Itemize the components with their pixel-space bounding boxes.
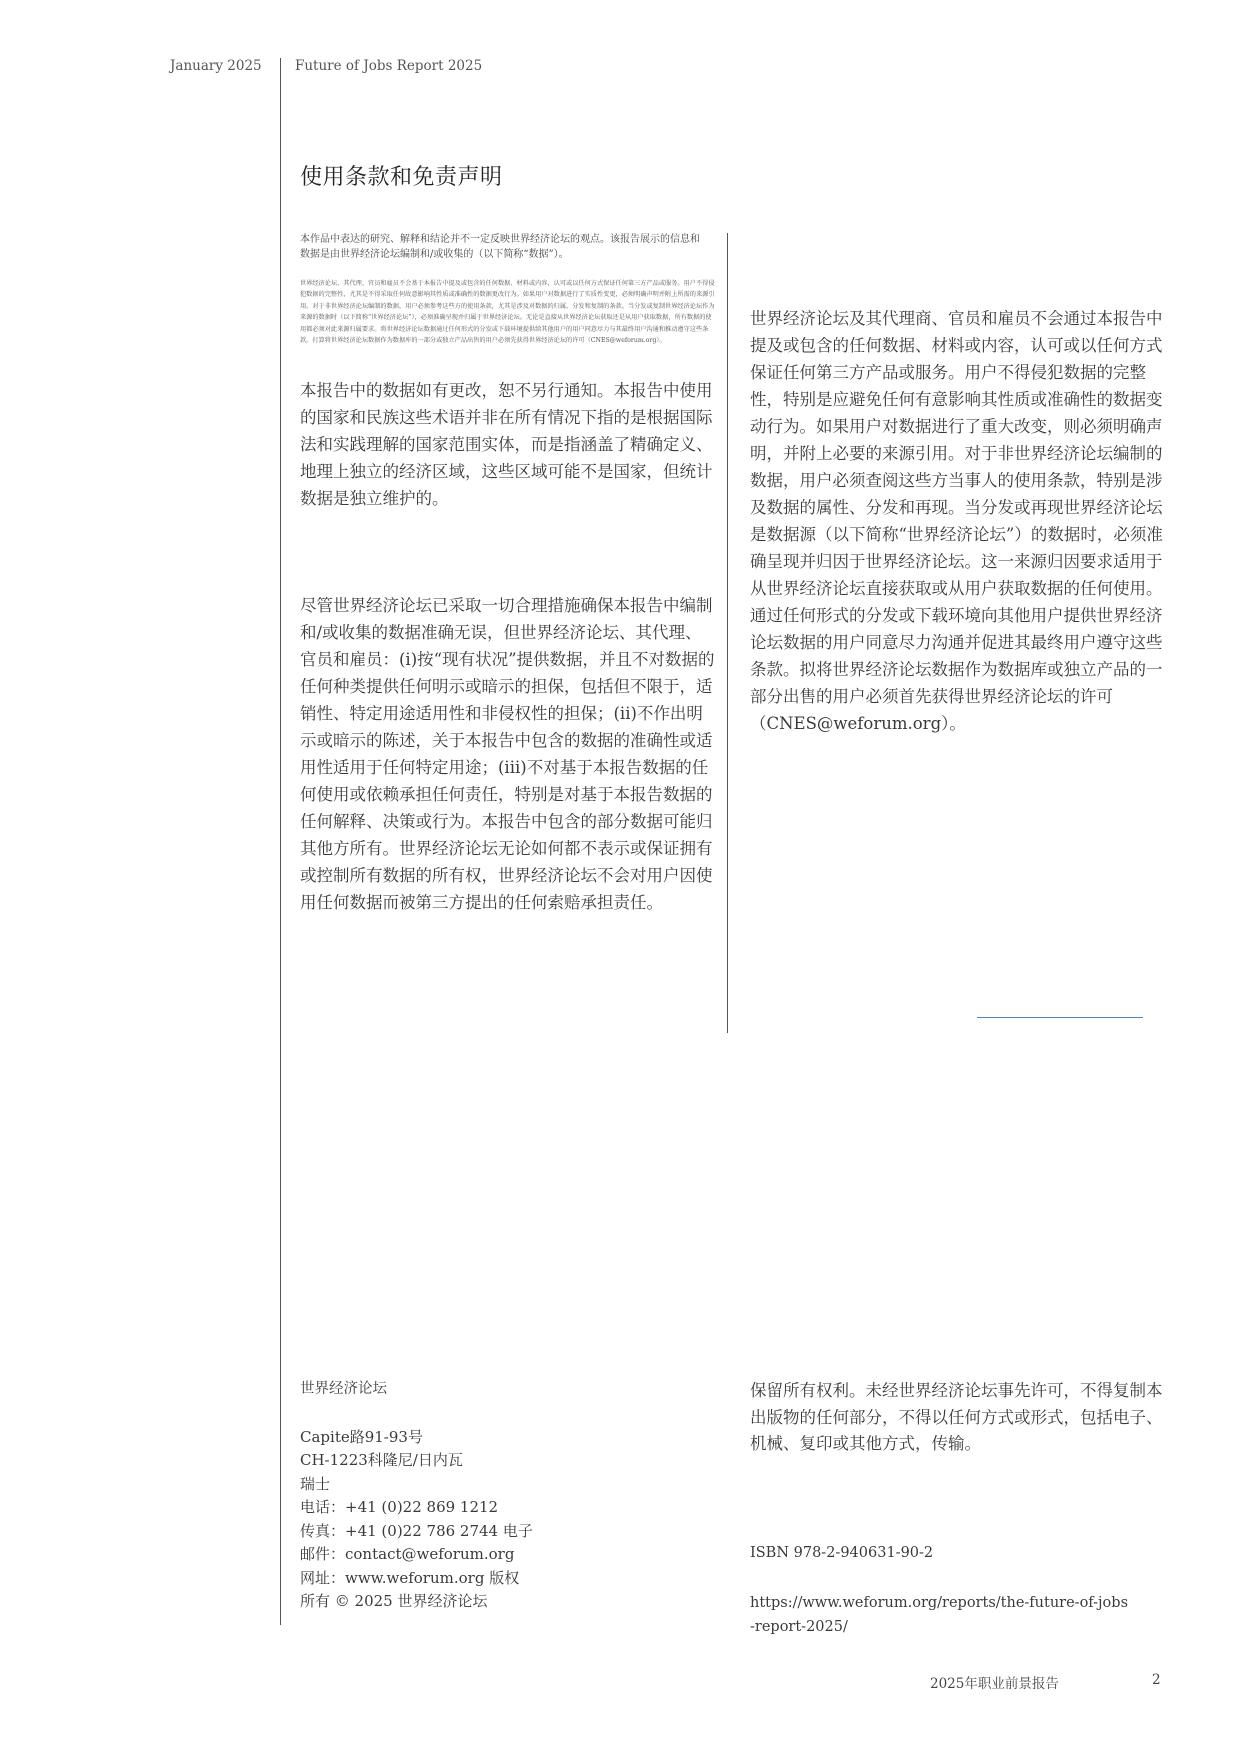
phone-line: 电话：+41 (0)22 869 1212 — [300, 1498, 499, 1516]
data-change-paragraph: 本报告中的数据如有更改，恕不另行通知。本报告中使用的国家和民族这些术语并非在所有情况下指的是根据国际法和实践理解的国家范围实体，而是指涵盖了精确定义、地理上独立的经济区域，这些区域可能不是国家，但统计数据是独立维护的。 — [300, 381, 713, 508]
left-vertical-rule — [280, 58, 281, 1625]
report-url-part2: -report-2025/ — [750, 1618, 848, 1635]
header-date: January 2025 — [170, 58, 262, 74]
terms-of-use-paragraph: 世界经济论坛及其代理商、官员和雇员不会通过本报告中提及或包含的任何数据、材料或内容，认可或以任何方式保证任何第三方产品或服务。用户不得侵犯数据的完整性，特别是应避免任何有意影响其性质或准确性的数据变动行为。如果用户对数据进行了重大改变，则必须明确声明，并附上必要的来源引用。对于非世界经济论坛编制的数据，用户必须查阅这些方当事人的使用条款，特别是涉及数据的属性、分发和再现。当分发或再现世界经济论坛是数据源（以下简称“世界经济论坛”）的数据时，必须准确呈现并归因于世界经济论坛。这一来源归因要求适用于从世界经济论坛直接获取或从用户获取数据的任何使用。通过任何形式的分发或下载环境向其他用户提供世界经济论坛数据的用户同意尽力沟通并促进其最终用户遵守这些条款。拟将世界经济论坛数据作为数据库或独立产品的一部分出售的用户必须首先获得世界经济论坛的许可（CNES@weforum.org）。 — [750, 309, 1163, 733]
page-title: 使用条款和免责声明 — [300, 165, 503, 190]
rights-statement: 保留所有权利。未经世界经济论坛事先许可，不得复制本出版物的任何部分，不得以任何方式或形式，包括电子、机械、复印或其他方式，传输。 — [750, 1381, 1163, 1453]
page-number: 2 — [1152, 1672, 1161, 1688]
isbn: ISBN 978-2-940631-90-2 — [750, 1545, 934, 1561]
report-url-part1: https://www.weforum.org/reports/the-future-of-jobs — [750, 1595, 1129, 1611]
column-divider-rule — [727, 233, 728, 1033]
website-line: 网址：www.weforum.org 版权 — [300, 1568, 520, 1587]
address-line: Capite路91-93号 — [300, 1427, 423, 1446]
address-line: CH-1223科隆尼/日内瓦 — [300, 1451, 463, 1469]
address-block — [300, 1378, 533, 1614]
footer-report-title: 2025年职业前景报告 — [930, 1676, 1059, 1692]
accent-rule — [977, 1017, 1143, 1018]
fine-print-paragraph: 世界经济论坛、其代理、官员和雇员不会基于本报告中提及或包含的任何数据、材料或内容，认可或以任何方式保证任何第三方产品或服务。用户不得侵犯数据的完整性，尤其是不得采取任何故意影响其性质或准确性的数据更改行为。如果用户对数据进行了实质性变更，必须明确声明并附上所需的来源引用。对于非世界经济论坛编制的数据，用户必须参考这些方的使用条款，尤其是涉及对数据的归属、分发和复制的条款。当分发或复制世界经济论坛作为来源的数据时（以下简称“世界经济论坛”），必须准确呈现并归属于世界经济论坛。无论是直接从世界经济论坛获取还是从用户获取数据，所有数据的使用都必须对此来源归属要求。将世界经济论坛数据通过任何形式的分发或下载环境提供给其他用户的用户同意尽力与其最终用户沟通和推动遵守这些条款。打算将世界经济论坛数据作为数据库的一部分或独立产品出售的用户必须先获得世界经济论坛的许可（CNES@weforum.org）。 — [300, 280, 715, 345]
fax-line: 传真：+41 (0)22 786 2744 电子 — [300, 1521, 533, 1540]
disclaimer-paragraph: 尽管世界经济论坛已采取一切合理措施确保本报告中编制和/或收集的数据准确无误，但世界经济论坛、其代理、官员和雇员：(i)按“现有状况”提供数据，并且不对数据的任何种类提供任何明示或暗示的担保，包括但不限于，适销性、特定用途适用性和非侵权性的担保；(ii)不作出明示或暗示的陈述，关于本报告中包含的数据的准确性或适用性适用于任何特定用途；(iii)不对基于本报告数据的任何使用或依赖承担任何责任，特别是对基于本报告数据的任何解释、决策或行为。本报告中包含的部分数据可能归其他方所有。世界经济论坛无论如何都不表示或保证拥有或控制所有数据的所有权，世界经济论坛不会对用户因使用任何数据而被第三方提出的任何索赔承担责任。 — [300, 596, 715, 912]
header-report-title: Future of Jobs Report 2025 — [295, 58, 483, 74]
report-url[interactable] — [750, 1592, 1170, 1639]
address-line: 瑞士 — [300, 1474, 331, 1493]
email-line: 邮件：contact@weforum.org — [300, 1545, 515, 1563]
org-name: 世界经济论坛 — [300, 1381, 387, 1397]
copyright-line: 所有 © 2025 世界经济论坛 — [300, 1592, 488, 1610]
intro-paragraph: 本作品中表达的研究、解释和结论并不一定反映世界经济论坛的观点。该报告展示的信息和数据是由世界经济论坛编制和/或收集的（以下简称“数据”）。 — [300, 234, 700, 260]
